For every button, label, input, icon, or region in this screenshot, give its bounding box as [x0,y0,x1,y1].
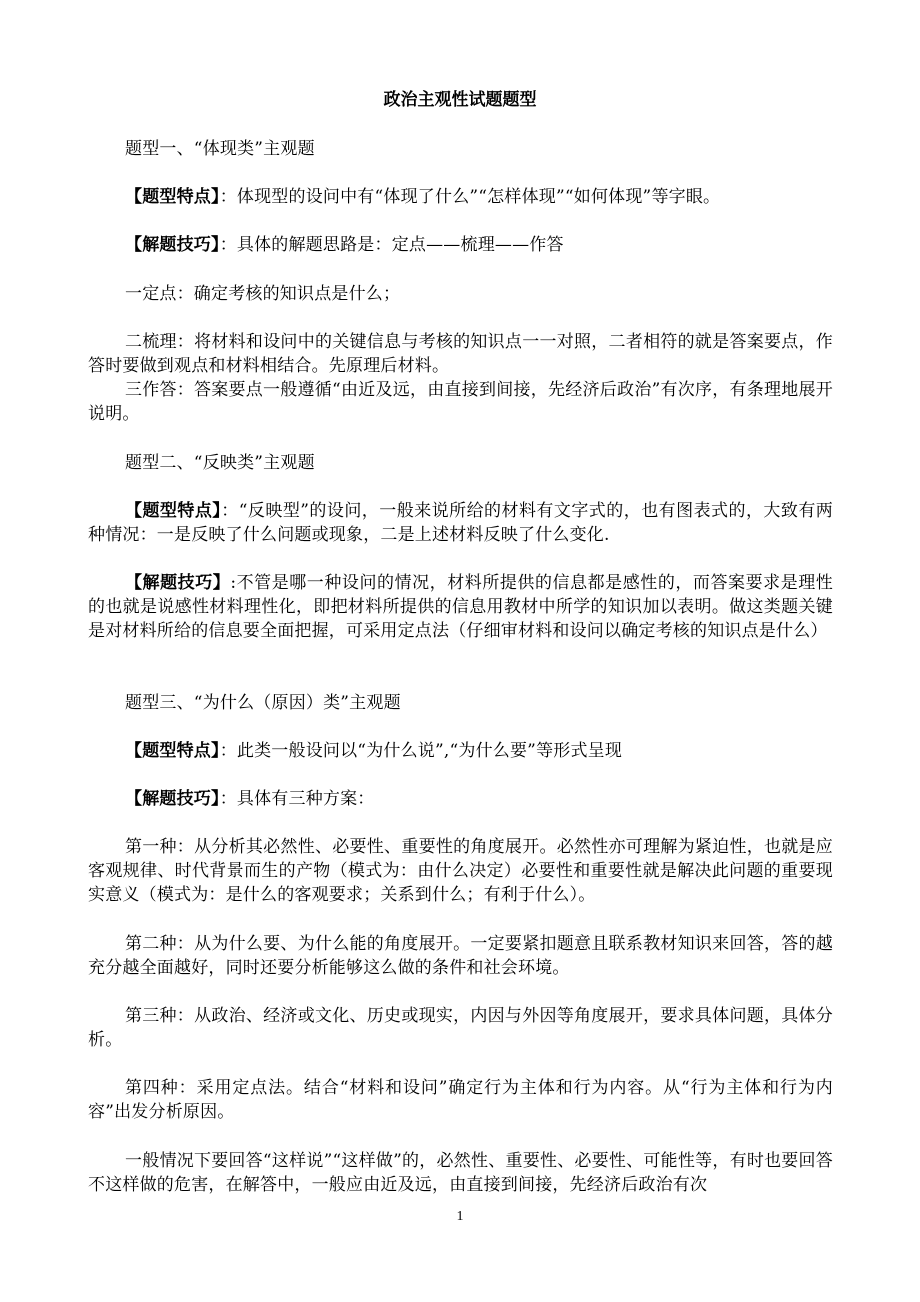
section-3-plan-4: 第四种：采用定点法。结合“材料和设问”确定行为主体和行为内容。从“行为主体和行为内容”出发分析原因。 [88,1078,833,1122]
page-number: 1 [456,1209,464,1224]
feature-text: ：“反映型”的设问，一般来说所给的材料有文字式的，也有图表式的，大致有两种情况：一是反映了什么问题或现象，二是上述材料反映了什么变化. [88,501,833,545]
skill-text: ：具体有三种方案： [219,789,375,809]
section-1-feature [88,185,833,209]
skill-label: 【解题技巧】 [125,789,220,809]
feature-label: 【题型特点】 [125,741,220,761]
section-3-feature [88,739,833,763]
feature-text: ：体现型的设问中有“体现了什么”“怎样体现”“如何体现”等字眼。 [219,187,721,207]
section-2-skill [88,571,833,643]
section-2-heading: 题型二、“反映类”主观题 [125,453,315,473]
skill-label: 【解题技巧】 [125,573,231,593]
feature-text: ：此类一般设问以“为什么说”,“为什么要”等形式呈现 [219,741,623,761]
feature-label: 【题型特点】 [125,187,220,207]
section-3-plan-2: 第二种：从为什么要、为什么能的角度展开。一定要紧扣题意且联系教材知识来回答，答的越充分越全面越好，同时还要分析能够这么做的条件和社会环境。 [88,934,833,978]
section-1-step-3: 三作答：答案要点一般遵循“由近及远，由直接到间接，先经济后政治”有次序，有条理地展开说明。 [88,380,833,424]
section-1-step-1: 一定点：确定考核的知识点是什么； [125,284,401,304]
skill-text: ：具体的解题思路是：定点——梳理——作答 [219,235,564,255]
skill-label: 【解题技巧】 [125,235,220,255]
section-1-heading: 题型一、“体现类”主观题 [125,139,315,159]
section-3-plan-3: 第三种：从政治、经济或文化、历史或现实，内因与外因等角度展开，要求具体问题，具体分析。 [88,1006,833,1050]
section-1-skill [88,233,833,257]
section-3-plan-1: 第一种：从分析其必然性、必要性、重要性的角度展开。必然性亦可理解为紧迫性，也就是应客观规律、时代背景而生的产物（模式为：由什么决定）必要性和重要性就是解决此问题的重要现实意义（模式为：是什么的客观要求；关系到什么；有利于什么）。 [88,837,833,905]
section-3-skill [88,787,833,811]
section-2-feature [88,499,833,547]
section-3-heading: 题型三、“为什么（原因）类”主观题 [125,693,401,713]
section-1-step-2: 二梳理：将材料和设问中的关键信息与考核的知识点一一对照，二者相符的就是答案要点，作答时要做到观点和材料相结合。先原理后材料。 [88,332,833,376]
document-title: 政治主观性试题题型 [383,90,537,110]
section-3-general: 一般情况下要回答“这样说”“这样做”的，必然性、重要性、必要性、可能性等，有时也要回答不这样做的危害，在解答中，一般应由近及远，由直接到间接，先经济后政治有次 [88,1151,833,1195]
feature-label: 【题型特点】 [125,501,222,521]
skill-text: :不管是哪一种设问的情况，材料所提供的信息都是感性的，而答案要求是理性的也就是说感性材料理性化，即把材料所提供的信息用教材中所学的知识加以表明。做这类题关键是对材料所给的信息要全面把握，可采用定点法（仔细审材料和设问以确定考核的知识点是什么） [88,573,833,641]
